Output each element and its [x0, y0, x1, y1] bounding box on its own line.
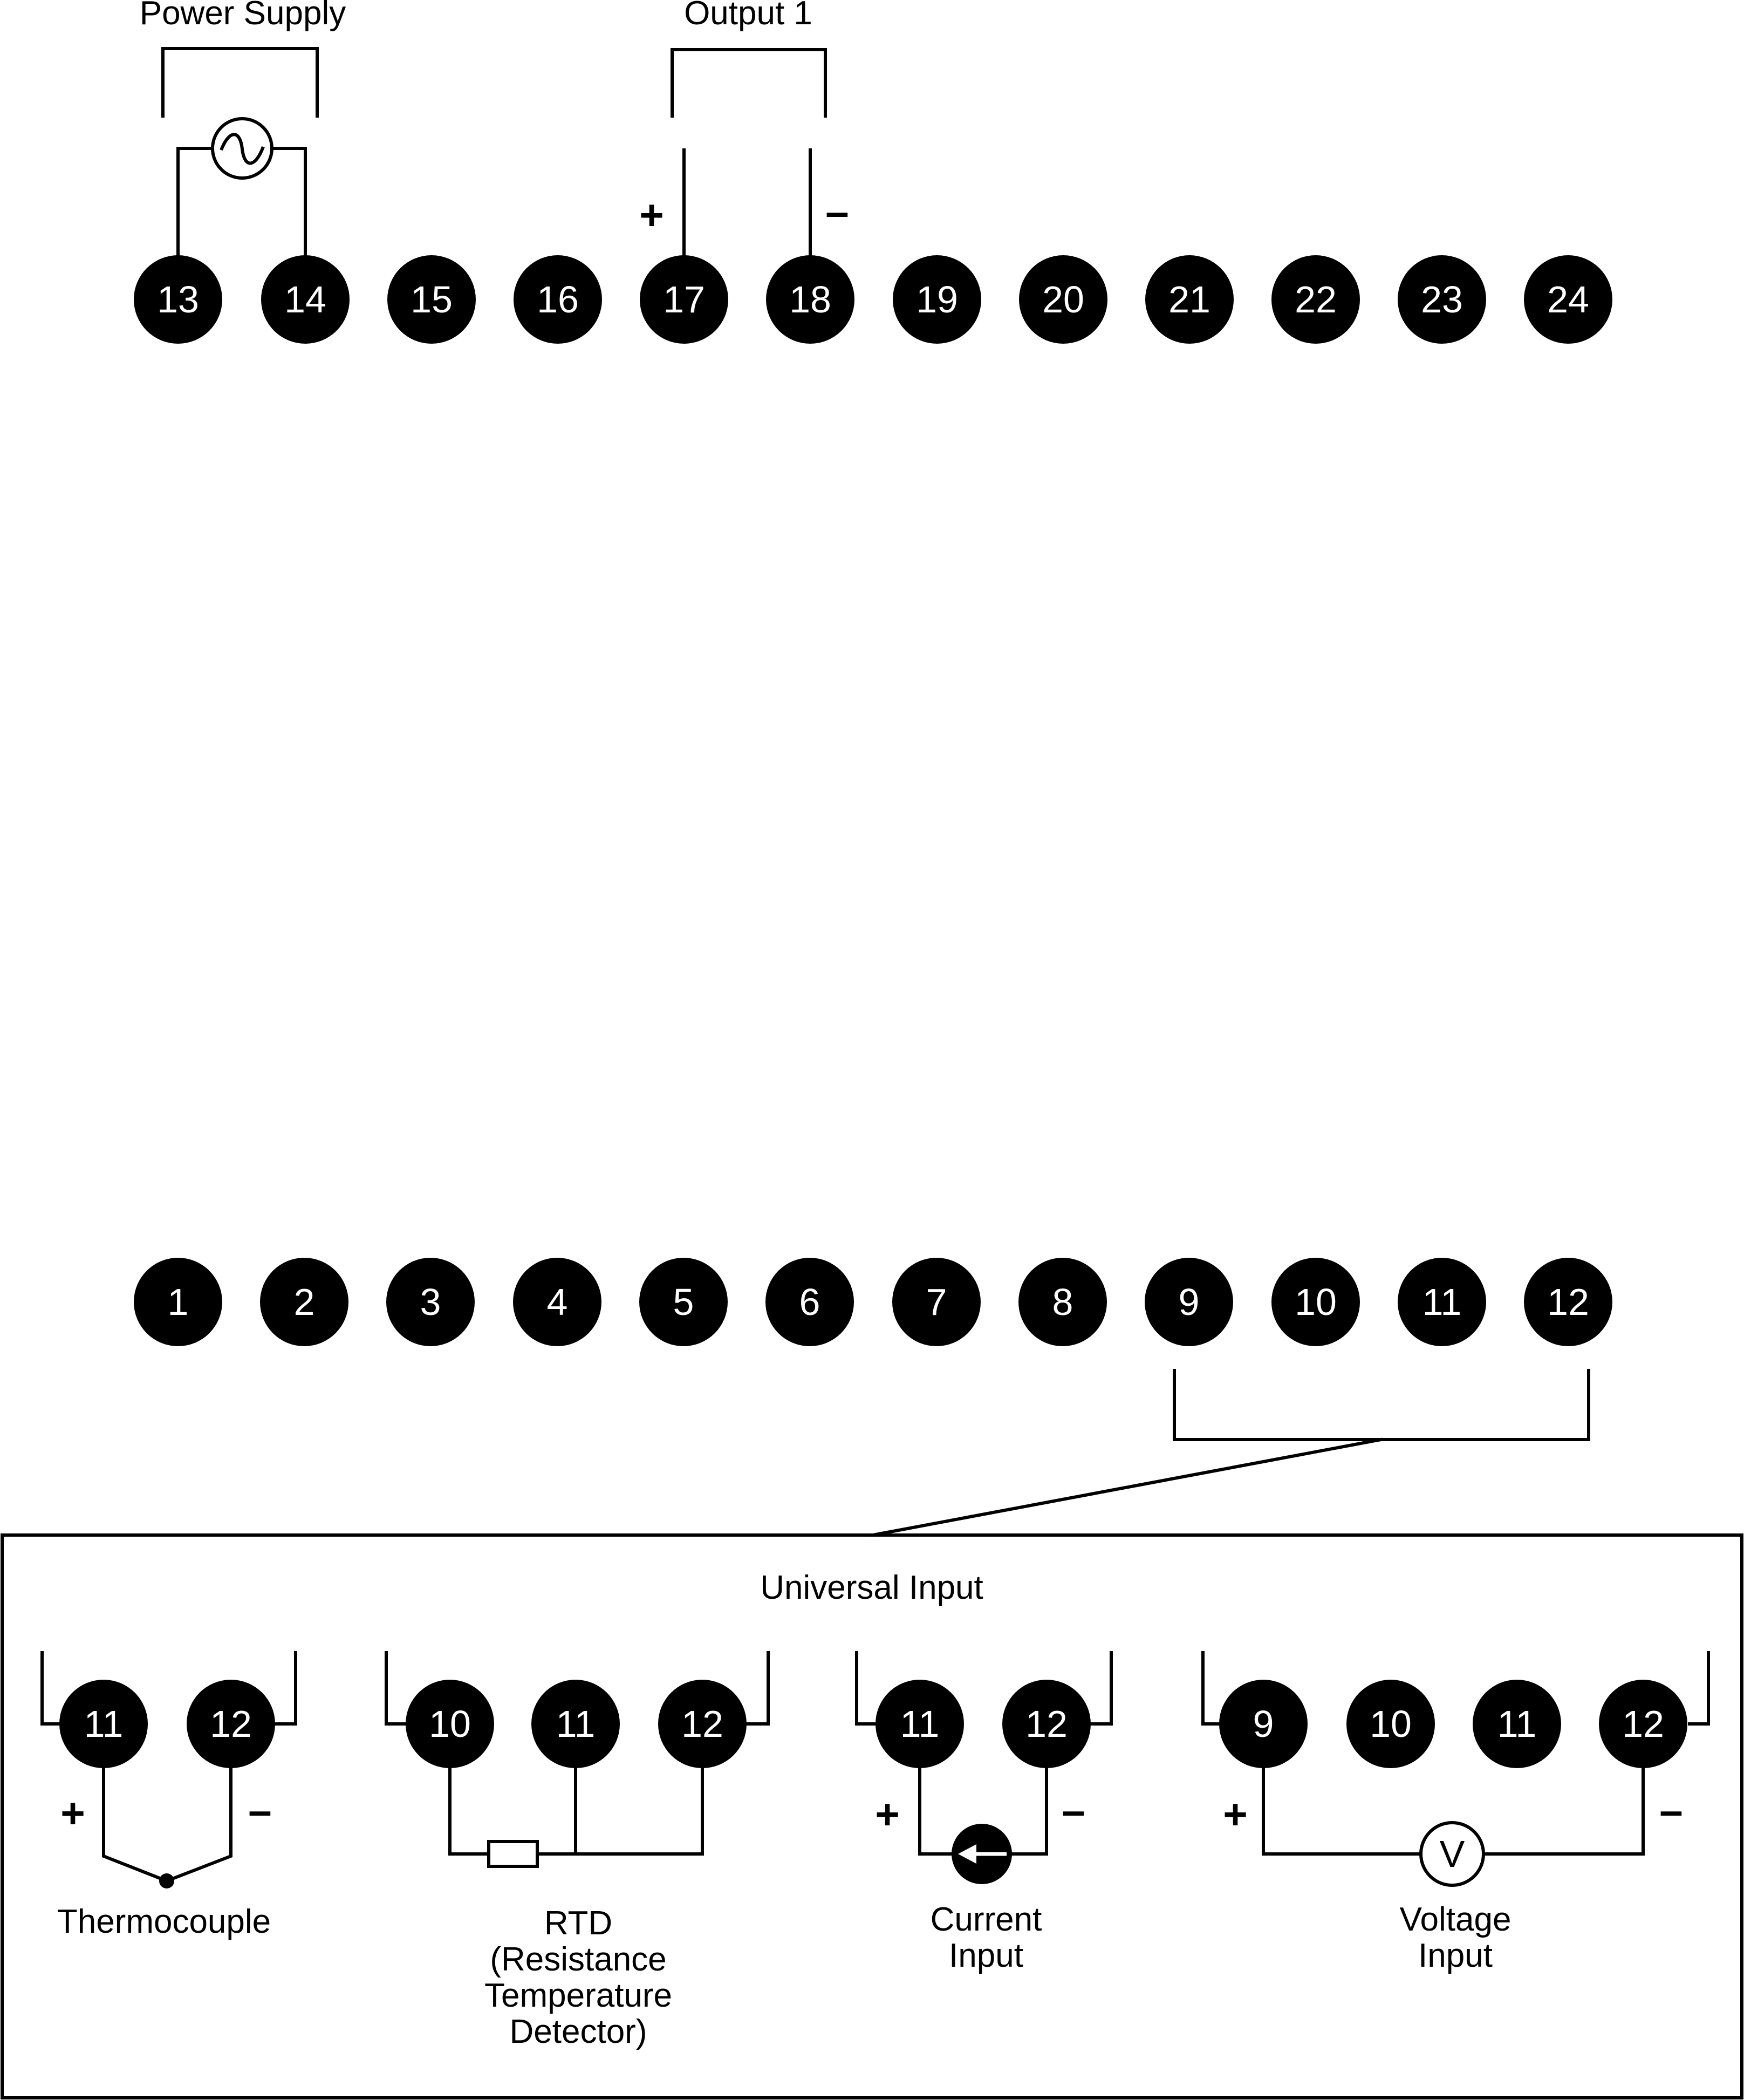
vi-terminal-12: [1599, 1680, 1687, 1768]
terminal-7: [892, 1258, 981, 1346]
terminal-19: [893, 255, 981, 344]
vi-plus-sign: +: [1223, 1790, 1248, 1838]
terminal-20-label: 20: [1042, 278, 1084, 321]
terminal-22: [1271, 255, 1360, 344]
terminal-3: [386, 1258, 475, 1346]
terminal-23: [1398, 255, 1486, 344]
tc-terminal-12: [187, 1680, 275, 1768]
terminal-6: [765, 1258, 854, 1346]
top-terminal-row: [134, 255, 1612, 344]
terminal-15-label: 15: [411, 278, 453, 321]
terminal-13: [134, 255, 222, 344]
voltmeter-symbol: V: [1439, 1833, 1465, 1875]
resistor-icon: [489, 1842, 537, 1866]
voltage-wire-12: [1485, 1768, 1643, 1854]
terminal-2-label: 2: [293, 1281, 315, 1323]
vi-terminal-11: [1473, 1680, 1561, 1768]
power-supply-bracket: [163, 49, 317, 116]
input-leader-line: [873, 1440, 1381, 1535]
voltage-bracket-right: [1690, 1653, 1708, 1724]
power-wire-13: [178, 148, 211, 256]
terminal-15: [387, 255, 476, 344]
terminal-9-label: 9: [1178, 1281, 1200, 1323]
ci-minus-sign: –: [1062, 1787, 1085, 1834]
tc-plus-sign: +: [60, 1789, 85, 1837]
current-input-diagram: [857, 1653, 1111, 1974]
vi-terminal-11-label: 11: [1497, 1703, 1537, 1745]
terminal-12-label: 12: [1547, 1281, 1589, 1323]
terminal-24-label: 24: [1547, 278, 1589, 321]
terminal-5: [639, 1258, 728, 1346]
rtd-label-line-4: Detector): [509, 2013, 647, 2050]
terminal-22-label: 22: [1295, 278, 1337, 321]
vi-terminal-9-label: 9: [1253, 1703, 1274, 1745]
current-bracket-left: [857, 1653, 875, 1724]
current-bracket-right: [1092, 1653, 1111, 1724]
vi-terminal-10-label: 10: [1370, 1703, 1412, 1745]
rtd-wire-12: [537, 1768, 702, 1854]
terminal-8: [1018, 1258, 1107, 1346]
thermocouple-junction-wire: [104, 1768, 231, 1881]
terminal-18-label: 18: [789, 278, 831, 321]
current-label-line-2: Input: [949, 1937, 1023, 1974]
rtd-bracket-right: [747, 1653, 768, 1724]
terminal-2: [260, 1258, 348, 1346]
terminal-12: [1524, 1258, 1612, 1346]
ac-source-icon: [213, 119, 272, 178]
terminal-10-label: 10: [1295, 1281, 1337, 1323]
rtd-terminal-10-label: 10: [429, 1703, 471, 1745]
tc-terminal-12-label: 12: [210, 1703, 252, 1745]
terminal-16: [514, 255, 602, 344]
input-bracket: [1174, 1371, 1589, 1440]
current-wire-12: [1012, 1768, 1047, 1854]
ci-terminal-11-label: 11: [900, 1703, 940, 1745]
rtd-terminal-11-label: 11: [556, 1703, 596, 1745]
terminal-24: [1524, 255, 1612, 344]
thermocouple-junction-dot: [159, 1873, 174, 1888]
tc-terminal-11-label: 11: [84, 1703, 124, 1745]
terminal-11-label: 11: [1422, 1281, 1462, 1323]
terminal-17: [640, 255, 728, 344]
terminal-4: [513, 1258, 601, 1346]
current-wire-11: [920, 1768, 952, 1854]
terminal-21-label: 21: [1168, 278, 1210, 321]
terminal-5-label: 5: [673, 1281, 694, 1323]
bottom-terminal-row: [134, 1258, 1612, 1346]
rtd-bracket-left: [386, 1653, 406, 1724]
terminal-16-label: 16: [537, 278, 579, 321]
tc-terminal-11: [59, 1680, 148, 1768]
thermocouple-diagram: [42, 1653, 296, 1940]
vi-terminal-12-label: 12: [1622, 1703, 1664, 1745]
terminal-11: [1398, 1258, 1486, 1346]
vi-minus-sign: –: [1659, 1787, 1683, 1834]
rtd-terminal-10: [406, 1680, 494, 1768]
terminal-1: [134, 1258, 222, 1346]
voltage-wire-9: [1263, 1768, 1420, 1854]
current-label-line-1: Current: [930, 1901, 1042, 1938]
output-plus-sign: +: [639, 191, 664, 238]
terminal-8-label: 8: [1052, 1281, 1073, 1323]
vi-terminal-9: [1219, 1680, 1308, 1768]
voltage-label-line-2: Input: [1418, 1937, 1493, 1974]
rtd-label-line-3: Temperature: [484, 1977, 673, 2014]
terminal-13-label: 13: [157, 278, 199, 321]
voltage-bracket-left: [1203, 1653, 1220, 1724]
ci-terminal-12: [1002, 1680, 1091, 1768]
terminal-19-label: 19: [916, 278, 958, 321]
terminal-20: [1019, 255, 1107, 344]
voltage-label-line-1: Voltage: [1399, 1901, 1512, 1938]
terminal-14-label: 14: [284, 278, 326, 321]
power-wire-14: [273, 148, 305, 256]
thermocouple-bracket-left: [42, 1653, 59, 1724]
current-source-icon: [952, 1824, 1012, 1884]
tc-minus-sign: –: [248, 1787, 272, 1834]
power-supply-label: Power Supply: [139, 0, 346, 32]
terminal-10: [1271, 1258, 1360, 1346]
terminal-9: [1145, 1258, 1233, 1346]
ci-plus-sign: +: [875, 1790, 900, 1838]
ci-terminal-11: [876, 1680, 964, 1768]
terminal-3-label: 3: [420, 1281, 441, 1323]
terminal-18: [766, 255, 854, 344]
vi-terminal-10: [1346, 1680, 1435, 1768]
thermocouple-bracket-right: [275, 1653, 296, 1724]
universal-input-title: Universal Input: [760, 1569, 983, 1606]
ci-terminal-12-label: 12: [1025, 1703, 1068, 1745]
terminal-1-label: 1: [167, 1281, 189, 1323]
rtd-terminal-11: [531, 1680, 620, 1768]
terminal-7-label: 7: [926, 1281, 947, 1323]
terminal-23-label: 23: [1421, 278, 1463, 321]
terminal-21: [1145, 255, 1234, 344]
voltage-input-diagram: [1203, 1653, 1708, 1974]
rtd-wire-10: [450, 1768, 489, 1854]
terminal-17-label: 17: [663, 278, 705, 321]
output-minus-sign: –: [825, 188, 849, 235]
rtd-terminal-12-label: 12: [681, 1703, 723, 1745]
voltmeter-icon: [1421, 1823, 1483, 1885]
terminal-6-label: 6: [799, 1281, 820, 1323]
output-1-bracket: [672, 50, 825, 116]
rtd-label-line-2: (Resistance: [490, 1941, 667, 1978]
terminal-14: [261, 255, 350, 344]
rtd-terminal-12: [658, 1680, 747, 1768]
rtd-diagram: [386, 1653, 768, 2050]
output-1-label: Output 1: [684, 0, 812, 32]
rtd-label-line-1: RTD: [544, 1905, 613, 1942]
terminal-4-label: 4: [546, 1281, 568, 1323]
thermocouple-label: Thermocouple: [57, 1903, 271, 1940]
